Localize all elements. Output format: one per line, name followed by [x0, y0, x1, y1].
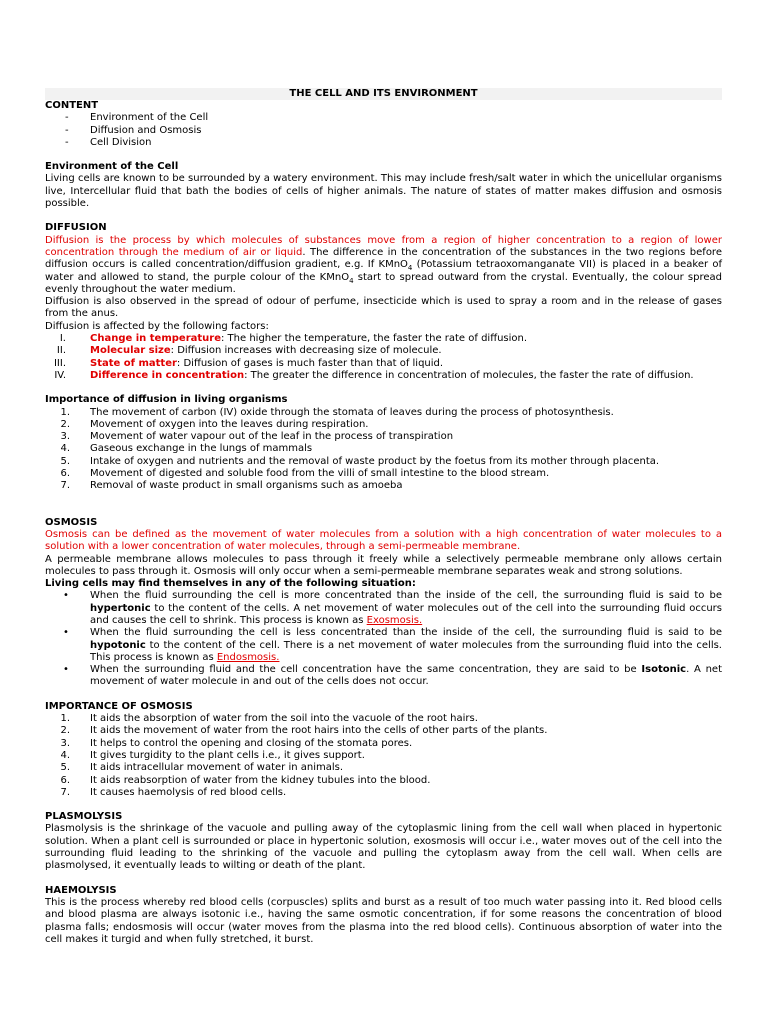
list-item: 6. It aids reabsorption of water from the kidney tubules into the blood. — [60, 774, 431, 786]
list-item: II. Molecular size: Diffusion increases with decreasing size of molecule. — [56, 345, 442, 357]
haemolysis-heading: HAEMOLYSIS — [45, 884, 117, 896]
list-item: III. State of matter: Diffusion of gases is much faster than that of liquid. — [53, 357, 444, 369]
list-item: - Cell Division — [65, 136, 152, 148]
list-item: 2. It aids the movement of water from the root hairs into the cells of other parts of the plants. — [60, 725, 548, 737]
exosmosis-term: Exosmosis. — [366, 614, 423, 626]
diffusion-paragraph-2: Diffusion is also observed in the spread of odour of perfume, insecticide which is used to spray a room and in the release of gases from the anus. — [45, 296, 722, 320]
list-item: 2. Movement of oxygen into the leaves during respiration. — [60, 418, 369, 430]
diffusion-factors-list — [45, 333, 722, 382]
list-item: • When the fluid surrounding the cell is more concentrated than the inside of the cell, the surrounding fluid is said to be hypertonic to the content of the cells. A net movement of water molecules out of the cell into the surrounding fluid occurs and causes the cell to shrink. This process is known as Exosmosis. — [63, 590, 722, 626]
endosmosis-term: Endosmosis. — [216, 651, 280, 663]
list-item: 5. It aids intracellular movement of water in animals. — [60, 762, 344, 774]
list-item: • When the fluid surrounding the cell is less concentrated than the inside of the cell, the surrounding fluid is said to be hypotonic to the content of the cell. There is a net movement of water molecules from the surrounding fluid into the cells. This process is known as Endosmosis. — [63, 627, 722, 663]
page-title: THE CELL AND ITS ENVIRONMENT — [45, 88, 722, 100]
plasmolysis-heading: PLASMOLYSIS — [45, 811, 123, 823]
list-item: IV. Difference in concentration: The greater the difference in concentration of molecules, the faster the rate of diffusion. — [54, 369, 694, 381]
list-item: • When the surrounding fluid and the cell concentration have the same concentration, they are said to be Isotonic. A net movement of water molecule in and out of the cells does not occur. — [63, 664, 723, 688]
diffusion-definition: Diffusion is the process by which molecules of substances move from a region of higher concentration to a region of lower concentration through the medium of air or liquid — [45, 234, 722, 258]
importance-diffusion-heading: Importance of diffusion in living organisms — [45, 394, 288, 406]
list-item: I. Change in temperature: The higher the temperature, the faster the rate of diffusion. — [59, 333, 528, 345]
list-item: - Environment of the Cell — [65, 112, 209, 124]
importance-osmosis-list — [45, 713, 722, 799]
osmosis-situation-list — [45, 590, 722, 688]
environment-heading: Environment of the Cell — [45, 161, 179, 173]
haemolysis-text: This is the process whereby red blood cells (corpuscles) splits and burst as a result of too much water passing into it. Red blood cells and blood plasma are always isotonic i.e., having the same osmotic concentration, if for some reasons the concentration of blood plasma falls; endosmosis will occur (water moves from the plasma into the red blood cells). Continuous absorption of water into the cell makes it turgid and when fully stretched, it burst. — [45, 896, 722, 945]
list-item: 4. It gives turgidity to the plant cells i.e., it gives support. — [60, 749, 365, 761]
list-item: 7. It causes haemolysis of red blood cells. — [60, 786, 287, 798]
list-item: 7. Removal of waste product in small organisms such as amoeba — [60, 480, 403, 492]
list-item: 4. Gaseous exchange in the lungs of mammals — [60, 443, 313, 455]
environment-text: Living cells are known to be surrounded by a watery environment. This may include fresh/salt water in which the unicellular organisms live, Intercellular fluid that bath the bodies of cells of higher animals. The nature of states of matter makes diffusion and osmosis possible. — [45, 173, 722, 210]
list-item: 1. The movement of carbon (IV) oxide through the stomata of leaves during the process of photosynthesis. — [60, 406, 614, 418]
list-item: 5. Intake of oxygen and nutrients and the removal of waste product by the foetus from its mother through placenta. — [60, 455, 660, 467]
list-item: 1. It aids the absorption of water from the soil into the vacuole of the root hairs. — [60, 713, 478, 725]
importance-osmosis-heading: IMPORTANCE OF OSMOSIS — [45, 700, 193, 712]
content-heading: CONTENT — [45, 100, 99, 111]
diffusion-paragraph: Diffusion is the process by which molecules of substances move from a region of higher concentration to a region of lower concentration through the medium of air or liquid. The difference in the concentration of the substances in the two regions before diffusion occurs is called concentration/diffusion gradient, e.g. If KMnO$_4$ (Potassium tetraoxomanganate VII) is placed in a beaker of water and allowed to stand, the purple colour of the KMnO$_4$ start to spread outward from the crystal. Eventually, the colour spread evenly throughout the water medium. — [45, 234, 722, 295]
list-item: 3. Movement of water vapour out of the leaf in the process of transpiration — [60, 431, 454, 443]
list-item: - Diffusion and Osmosis — [65, 124, 202, 136]
osmosis-situation-heading: Living cells may find themselves in any of the following situation: — [45, 578, 416, 590]
diffusion-heading: DIFFUSION — [45, 222, 107, 234]
osmosis-paragraph: A permeable membrane allows molecules to pass through it freely while a selectively permeable membrane only allows certain molecules to pass through it. Osmosis will only occur when a semi-permeable membrane separates weak and strong solutions. — [45, 553, 722, 577]
list-item: 3. It helps to control the opening and closing of the stomata pores. — [60, 737, 413, 749]
osmosis-definition: Osmosis can be defined as the movement of water molecules from a solution with a high concentration of water molecules to a solution with a lower concentration of water molecules, through a semi-permeable membrane. — [45, 528, 722, 553]
diffusion-factors-intro: Diffusion is affected by the following factors: — [45, 320, 269, 332]
document-page — [45, 88, 722, 946]
content-list — [45, 112, 722, 149]
importance-diffusion-list — [45, 407, 722, 493]
list-item: 6. Movement of digested and soluble food from the villi of small intestine to the blood stream. — [60, 468, 550, 480]
plasmolysis-text: Plasmolysis is the shrinkage of the vacuole and pulling away of the cytoplasmic lining from the cell wall when placed in hypertonic solution. When a plant cell is surrounded or place in hypertonic solution, exosmosis will occur i.e., water moves out of the cell into the surrounding fluid leading to the shrinking of the vacuole and pulling the cytoplasm away from the cell wall. When cells are plasmolysed, it eventually leads to wilting or death of the plant. — [45, 823, 722, 872]
osmosis-heading: OSMOSIS — [45, 516, 98, 528]
